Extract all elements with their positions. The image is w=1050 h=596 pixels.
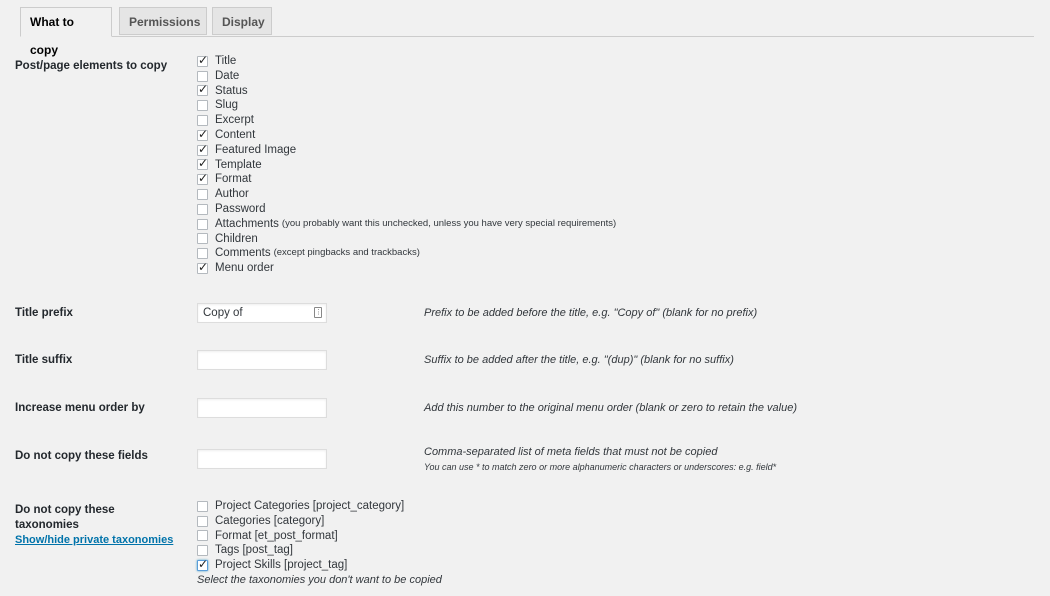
checkbox[interactable] xyxy=(197,560,208,571)
checkbox[interactable] xyxy=(197,100,208,111)
element-option-template xyxy=(197,158,616,173)
menu-order-label: Increase menu order by xyxy=(15,402,145,414)
element-option-label: Menu order xyxy=(215,262,274,275)
element-option-date xyxy=(197,69,616,84)
checkbox[interactable] xyxy=(197,263,208,274)
taxonomies-checkbox-list xyxy=(197,499,404,573)
title-prefix-input[interactable] xyxy=(197,303,327,323)
element-option-label: Format xyxy=(215,173,252,186)
element-option-excerpt xyxy=(197,113,616,128)
skip-fields-hint: You can use * to match zero or more alphanumeric characters or underscores: e.g. field* xyxy=(424,462,777,472)
checkbox[interactable] xyxy=(197,501,208,512)
element-option-label: Author xyxy=(215,188,249,201)
element-option-password xyxy=(197,202,616,217)
skip-fields-input[interactable] xyxy=(197,449,327,469)
element-option-author xyxy=(197,187,616,202)
element-option-content xyxy=(197,128,616,143)
checkbox[interactable] xyxy=(197,248,208,259)
tab-what-to-copy[interactable]: What to copy xyxy=(20,7,112,37)
title-prefix-description: Prefix to be added before the title, e.g. "Copy of" (blank for no prefix) xyxy=(424,307,758,319)
element-option-label: Title xyxy=(215,55,237,67)
taxonomy-option xyxy=(197,558,404,573)
checkbox[interactable] xyxy=(197,219,208,230)
checkbox[interactable] xyxy=(197,115,208,126)
menu-order-description: Add this number to the original menu order (blank or zero to retain the value) xyxy=(424,402,797,414)
element-option-label: Date xyxy=(215,69,240,82)
element-option-format xyxy=(197,172,616,187)
tab-display[interactable]: Display xyxy=(212,7,272,35)
element-option-menu-order xyxy=(197,261,616,276)
checkbox[interactable] xyxy=(197,56,208,67)
taxonomies-label-line1: Do not copy these xyxy=(15,504,115,516)
checkbox[interactable] xyxy=(197,85,208,96)
taxonomy-option xyxy=(197,514,404,529)
element-option-attachments xyxy=(197,217,616,232)
element-option-label: Attachments xyxy=(215,217,279,230)
element-option-comments xyxy=(197,246,616,261)
checkbox[interactable] xyxy=(197,130,208,141)
checkbox[interactable] xyxy=(197,516,208,527)
title-prefix-value: Copy of xyxy=(203,307,243,319)
checkbox[interactable] xyxy=(197,189,208,200)
element-option-children xyxy=(197,232,616,247)
element-option-featured-image xyxy=(197,143,616,158)
taxonomy-option xyxy=(197,529,404,544)
elements-label: Post/page elements to copy xyxy=(15,60,168,72)
element-option-note: (except pingbacks and trackbacks) xyxy=(273,247,420,259)
skip-fields-label: Do not copy these fields xyxy=(15,450,148,462)
element-option-label: Slug xyxy=(215,99,239,112)
taxonomy-option-label: Project Categories [project_category] xyxy=(215,500,405,512)
show-hide-private-taxonomies-link[interactable]: Show/hide private taxonomies xyxy=(15,534,174,546)
element-option-note: (you probably want this unchecked, unless you have very special requirements) xyxy=(281,217,617,229)
element-option-title xyxy=(197,54,616,69)
title-suffix-description: Suffix to be added after the title, e.g. "(dup)" (blank for no suffix) xyxy=(424,354,734,366)
title-suffix-label: Title suffix xyxy=(15,354,73,366)
element-option-slug xyxy=(197,98,616,113)
settings-tabs xyxy=(20,7,1034,57)
checkbox[interactable] xyxy=(197,530,208,541)
element-option-label: Status xyxy=(215,84,248,97)
checkbox[interactable] xyxy=(197,233,208,244)
checkbox[interactable] xyxy=(197,204,208,215)
taxonomies-label-line2: taxonomies xyxy=(15,519,79,531)
contact-card-icon[interactable]: ⋮ xyxy=(315,309,322,316)
checkbox[interactable] xyxy=(197,71,208,82)
title-suffix-input[interactable] xyxy=(197,350,327,370)
element-option-label: Children xyxy=(215,232,258,245)
element-option-status xyxy=(197,84,616,99)
taxonomy-option-label: Categories [category] xyxy=(215,514,325,527)
taxonomy-option-label: Project Skills [project_tag] xyxy=(215,559,348,572)
checkbox[interactable] xyxy=(197,159,208,170)
element-option-label: Excerpt xyxy=(215,114,254,127)
taxonomies-description: Select the taxonomies you don't want to be copied xyxy=(197,574,442,586)
elements-checkbox-list xyxy=(197,54,616,276)
element-option-label: Template xyxy=(215,158,262,171)
menu-order-input[interactable] xyxy=(197,398,327,418)
checkbox[interactable] xyxy=(197,545,208,556)
element-option-label: Featured Image xyxy=(215,143,297,156)
element-option-label: Comments xyxy=(215,247,271,260)
title-prefix-label: Title prefix xyxy=(15,307,73,319)
element-option-label: Password xyxy=(215,202,266,215)
skip-fields-description: Comma-separated list of meta fields that must not be copied xyxy=(424,446,718,458)
taxonomy-option-label: Format [et_post_format] xyxy=(215,529,338,542)
taxonomy-option xyxy=(197,499,404,514)
element-option-label: Content xyxy=(215,128,256,141)
taxonomy-option-label: Tags [post_tag] xyxy=(215,544,293,557)
tab-permissions[interactable]: Permissions xyxy=(119,7,207,35)
taxonomy-option xyxy=(197,543,404,558)
checkbox[interactable] xyxy=(197,174,208,185)
checkbox[interactable] xyxy=(197,145,208,156)
